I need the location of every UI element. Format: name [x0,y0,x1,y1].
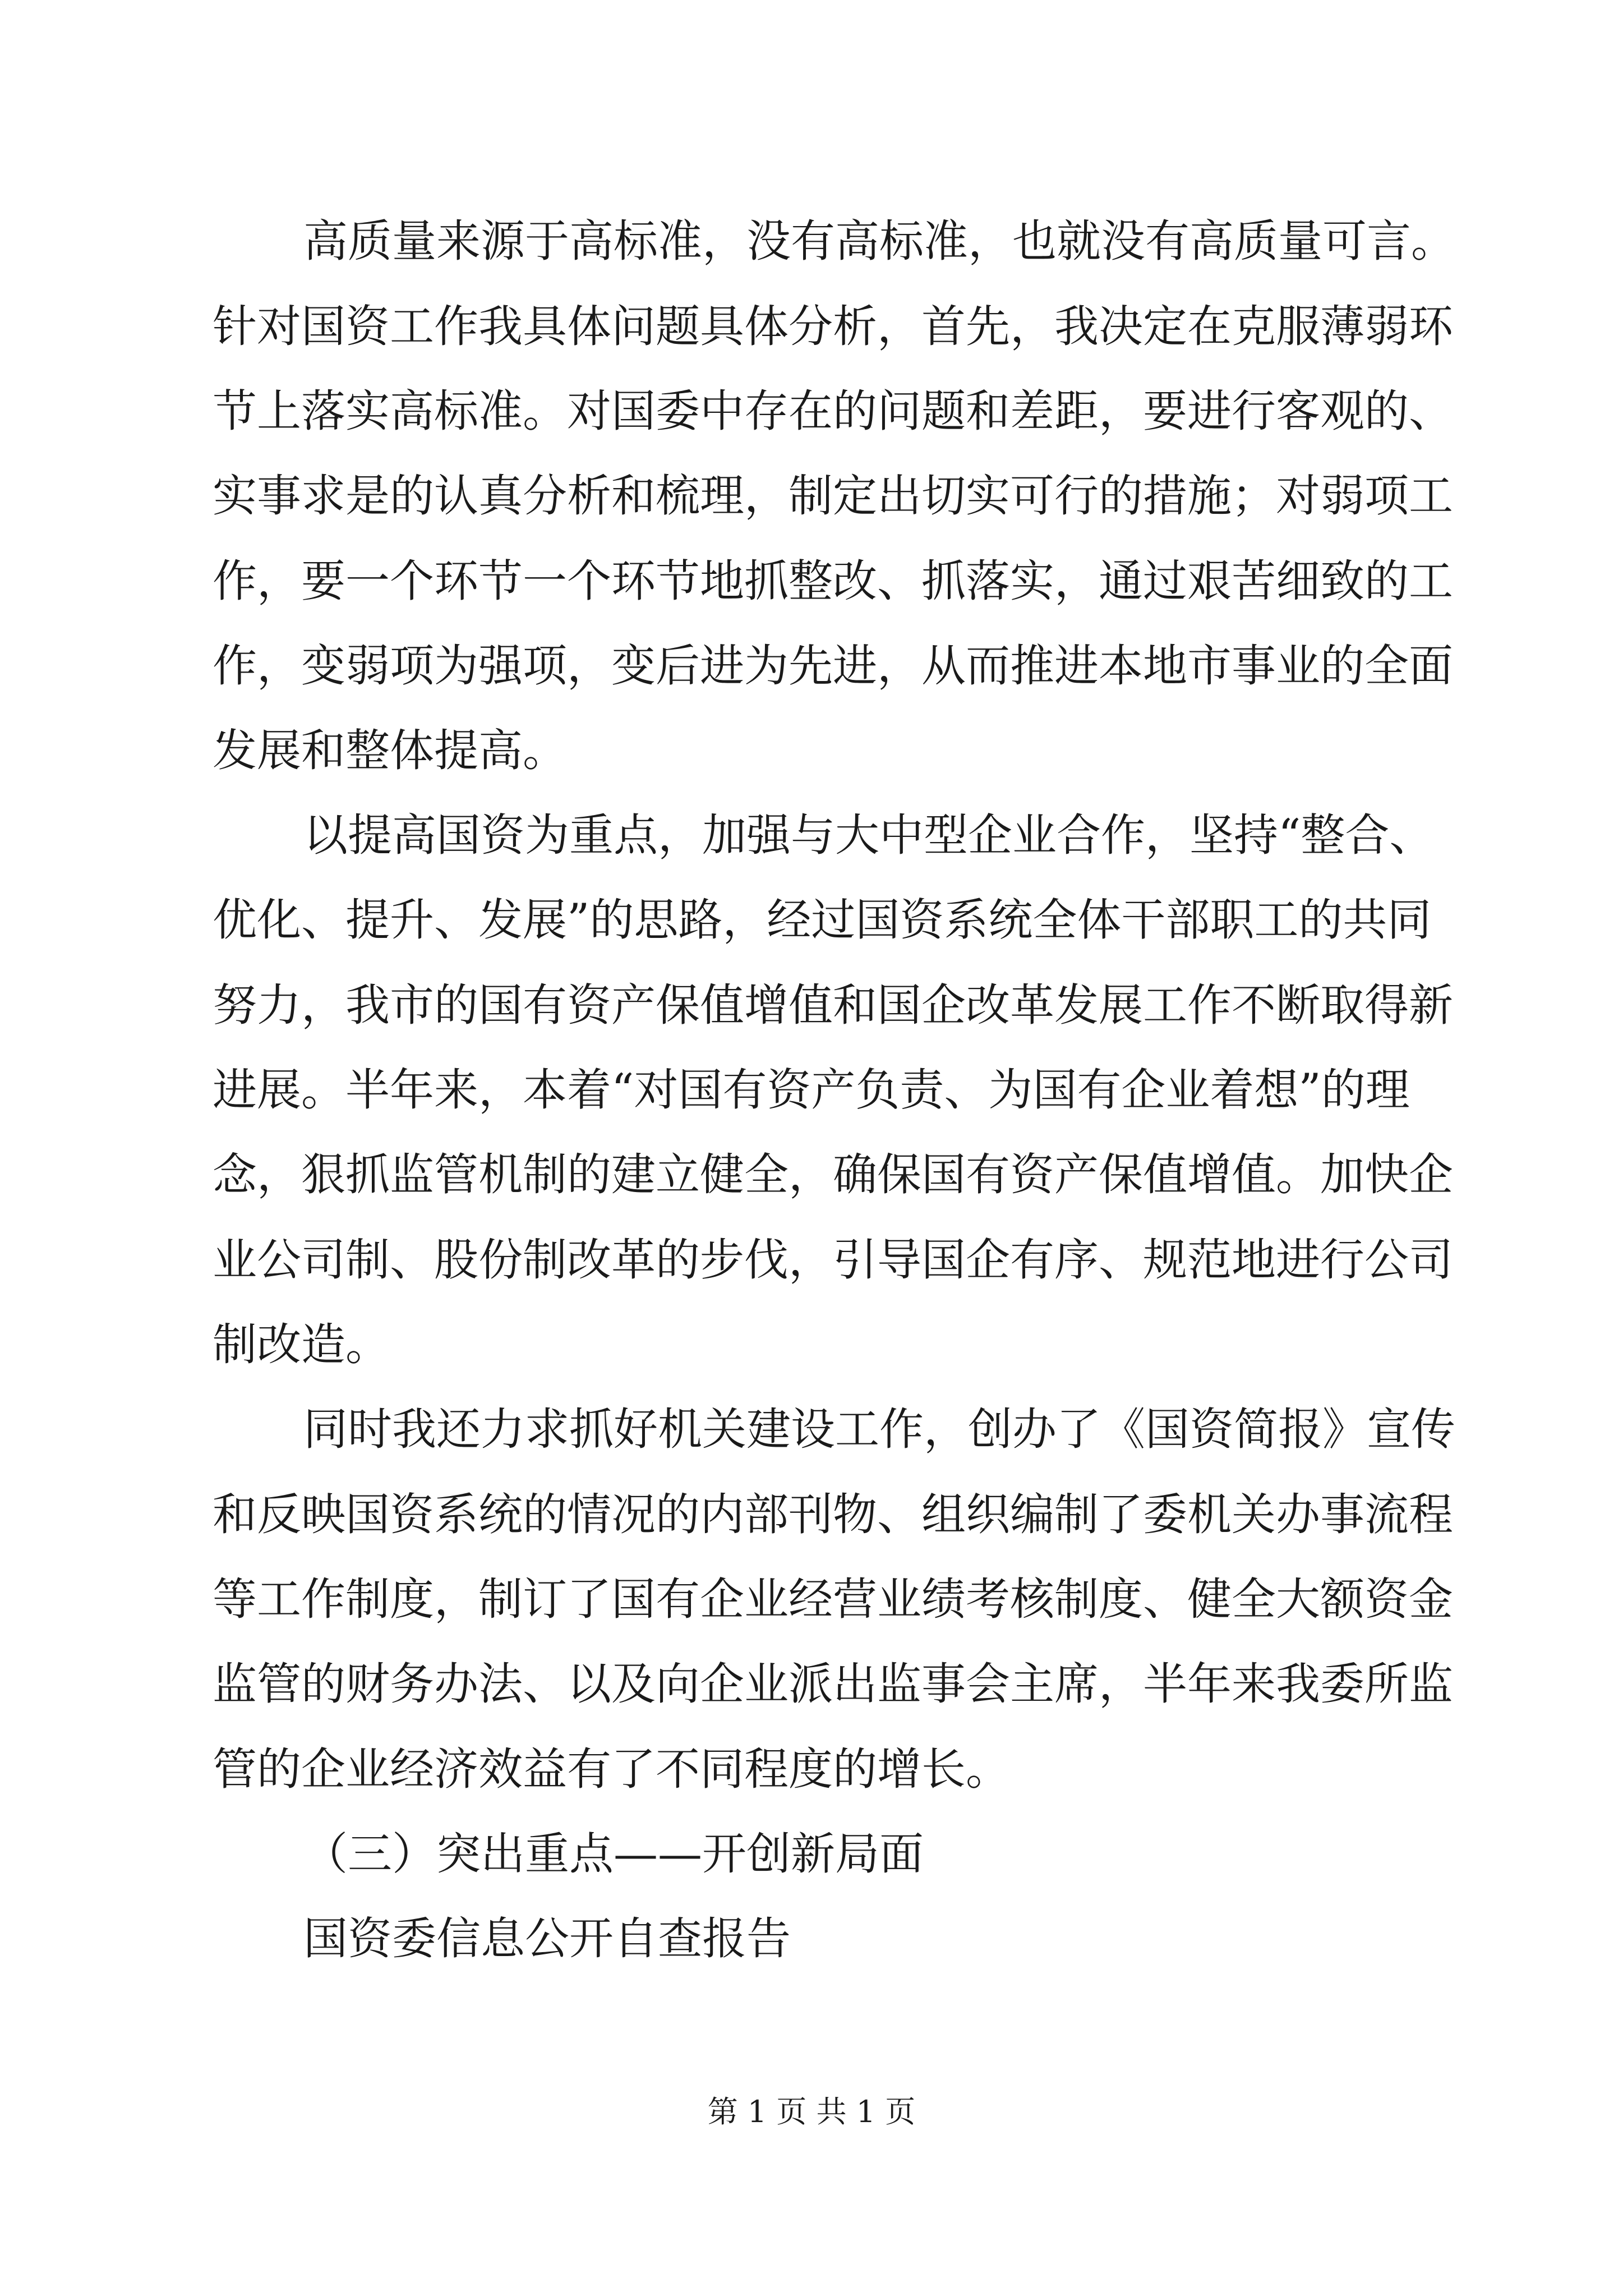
text-line: 念，狠抓监管机制的建立健全，确保国有资产保值增值。加快企 [213,1149,1453,1200]
text-line: 管的企业经济效益有了不同程度的增长。 [213,1743,1010,1795]
text-line: 进展。半年来，本着“对国有资产负责、为国有企业着想”的理 [213,1064,1410,1116]
section-heading: （三）突出重点——开创新局面 [303,1828,924,1880]
text-line: 针对国资工作我具体问题具体分析，首先，我决定在克服薄弱环 [213,301,1453,352]
text-line: 高质量来源于高标准，没有高标准，也就没有高质量可言。 [303,215,1455,267]
text-line: 节上落实高标准。对国委中存在的问题和差距，要进行客观的、 [213,385,1453,437]
text-line: 制改造。 [213,1319,390,1370]
text-line: 业公司制、股份制改革的步伐，引导国企有序、规范地进行公司 [213,1234,1453,1286]
text-line: 监管的财务办法、以及向企业派出监事会主席，半年来我委所监 [213,1658,1453,1710]
text-line: 和反映国资系统的情况的内部刊物、组织编制了委机关办事流程 [213,1489,1453,1540]
text-line: 同时我还力求抓好机关建设工作，创办了《国资简报》宣传 [303,1404,1455,1455]
text-line: 实事求是的认真分析和梳理，制定出切实可行的措施；对弱项工 [213,470,1453,522]
text-line: 努力，我市的国有资产保值增值和国企改革发展工作不断取得新 [213,979,1453,1031]
text-line: 发展和整体提高。 [213,725,567,776]
text-line: 国资委信息公开自查报告 [303,1913,791,1964]
text-line: 优化、提升、发展”的思路，经过国资系统全体干部职工的共同 [213,894,1432,946]
text-line: 等工作制度，制订了国有企业经营业绩考核制度、健全大额资金 [213,1573,1453,1625]
text-line: 以提高国资为重点，加强与大中型企业合作，坚持“整合、 [303,809,1434,861]
page-footer: 第 1 页 共 1 页 [707,2094,916,2129]
text-line: 作，要一个环节一个环节地抓整改、抓落实，通过艰苦细致的工 [213,555,1453,607]
text-line: 作，变弱项为强项，变后进为先进，从而推进本地市事业的全面 [213,640,1453,692]
